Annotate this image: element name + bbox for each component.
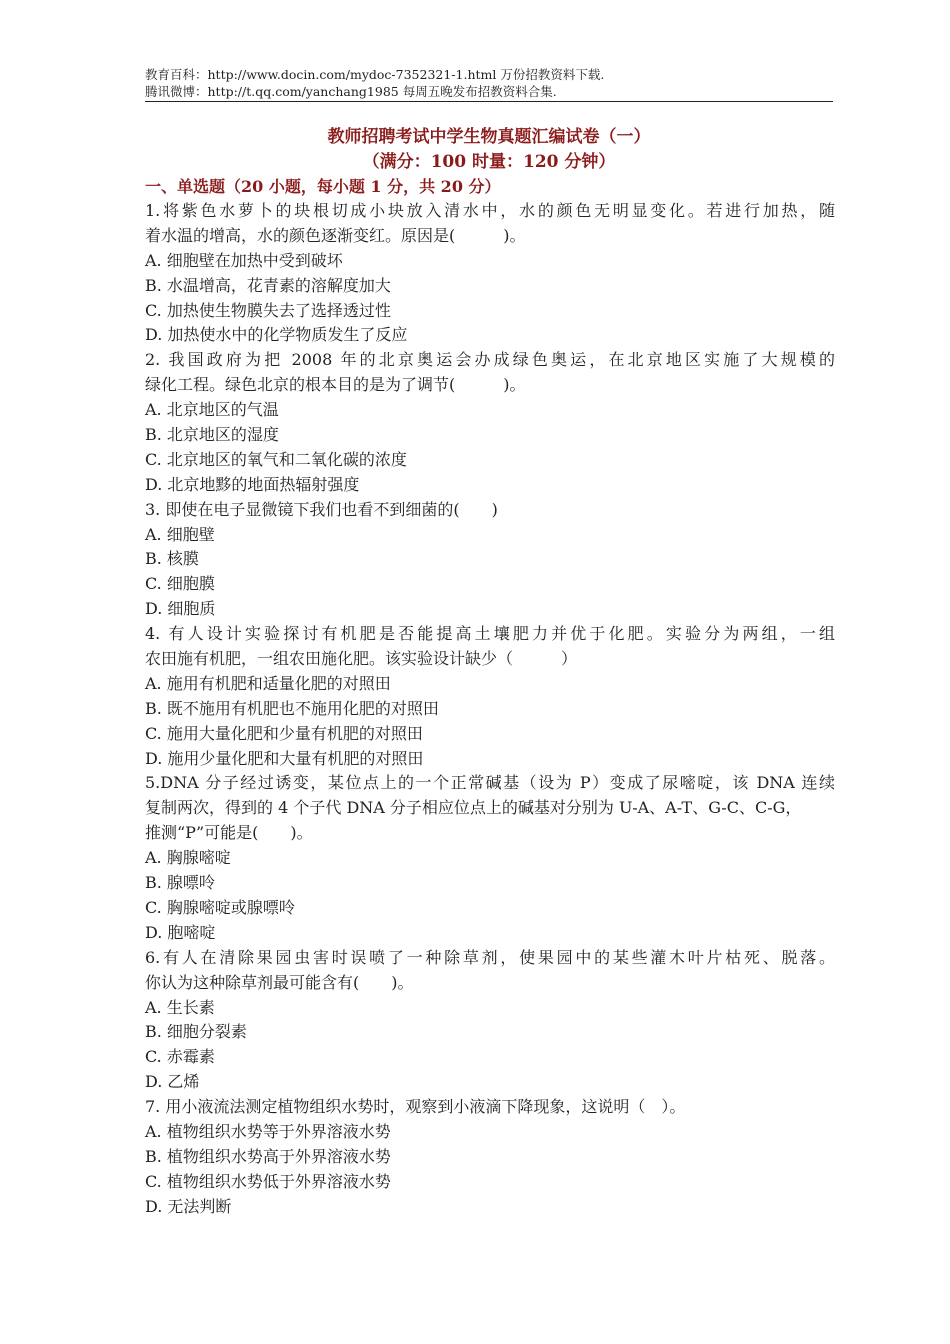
question-list <box>145 199 835 1220</box>
question-stem <box>145 498 835 523</box>
question-7 <box>145 1095 835 1219</box>
question-text-line: 推测“P”可能是( )。 <box>145 823 313 843</box>
question-text-line: 3. 即使在电子显微镜下我们也看不到细菌的( ) <box>145 499 498 519</box>
answer-option: A. 施用有机肥和适量化肥的对照田 <box>145 673 391 693</box>
answer-option: B. 腺嘌呤 <box>145 873 215 893</box>
question-text-line: 农田施有机肥，一组农田施化肥。该实验设计缺少（ ） <box>145 649 578 669</box>
question-stem <box>145 199 835 249</box>
question-4 <box>145 622 835 771</box>
page-header <box>145 66 833 100</box>
question-text-line: 7. 用小液流法测定植物组织水势时，观察到小液滴下降现象，这说明（ ）。 <box>145 1097 686 1117</box>
question-text-line: 6.有人在清除果园虫害时误喷了一种除草剂，使果园中的某些灌木叶片枯死、脱落。 <box>145 947 835 967</box>
answer-option: D. 细胞质 <box>145 599 216 619</box>
answer-option: B. 细胞分裂素 <box>145 1022 247 1042</box>
answer-option: A. 胸腺嘧啶 <box>145 848 231 868</box>
question-3 <box>145 498 835 622</box>
document-title: 教师招聘考试中学生物真题汇编试卷（一） <box>327 127 651 147</box>
answer-option: D. 加热使水中的化学物质发生了反应 <box>145 325 408 345</box>
question-2 <box>145 348 835 497</box>
question-text-line: 绿化工程。绿色北京的根本目的是为了调节( )。 <box>145 375 526 395</box>
question-text-line: 2. 我国政府为把 2008 年的北京奥运会办成绿色奥运，在北京地区实施了大规模的 <box>145 350 835 370</box>
header-line-2: 腾讯微博：http://t.qq.com/yanchang1985 每周五晚发布招教资料合集. <box>145 84 557 99</box>
document-subtitle: （满分：100 时量：120 分钟） <box>362 152 616 172</box>
answer-option: D. 乙烯 <box>145 1072 200 1092</box>
answer-option: C. 施用大量化肥和少量有机肥的对照田 <box>145 723 423 743</box>
answer-option: B. 北京地区的湿度 <box>145 425 279 445</box>
question-stem <box>145 1095 835 1120</box>
answer-option: A. 细胞壁在加热中受到破坏 <box>145 250 343 270</box>
answer-option: C. 赤霉素 <box>145 1047 215 1067</box>
answer-option: B. 水温增高，花青素的溶解度加大 <box>145 275 391 295</box>
question-stem <box>145 771 835 846</box>
header-divider <box>145 101 833 102</box>
question-text-line: 复制两次，得到的 4 个子代 DNA 分子相应位点上的碱基对分别为 U-A、A-T、G-C、C-G， <box>145 798 802 818</box>
question-text-line: 5.DNA 分子经过诱变，某位点上的一个正常碱基（设为 P）变成了尿嘧啶，该 DNA 连续 <box>145 773 835 793</box>
section-heading: 一、单选题（20 小题，每小题 1 分，共 20 分） <box>145 177 501 196</box>
answer-option: C. 植物组织水势低于外界溶液水势 <box>145 1171 391 1191</box>
answer-option: C. 北京地区的氧气和二氧化碳的浓度 <box>145 449 407 469</box>
question-stem <box>145 946 835 996</box>
answer-option: D. 胞嘧啶 <box>145 922 216 942</box>
answer-option: C. 胸腺嘧啶或腺嘌呤 <box>145 897 295 917</box>
question-text-line: 4. 有人设计实验探讨有机肥是否能提高土壤肥力并优于化肥。实验分为两组，一组 <box>145 624 835 644</box>
answer-option: A. 生长素 <box>145 997 215 1017</box>
answer-option: B. 核膜 <box>145 549 199 569</box>
question-6 <box>145 946 835 1095</box>
answer-option: A. 植物组织水势等于外界溶液水势 <box>145 1121 391 1141</box>
question-1 <box>145 199 835 348</box>
question-text-line: 着水温的增高，水的颜色逐渐变红。原因是( )。 <box>145 225 526 245</box>
answer-option: C. 细胞膜 <box>145 574 215 594</box>
answer-option: D. 无法判断 <box>145 1196 232 1216</box>
question-stem <box>145 348 835 398</box>
answer-option: A. 北京地区的气温 <box>145 400 279 420</box>
question-stem <box>145 622 835 672</box>
question-5 <box>145 771 835 945</box>
answer-option: A. 细胞壁 <box>145 524 215 544</box>
answer-option: D. 北京地黟的地面热辐射强度 <box>145 474 360 494</box>
answer-option: C. 加热使生物膜失去了选择透过性 <box>145 300 391 320</box>
answer-option: B. 既不施用有机肥也不施用化肥的对照田 <box>145 698 439 718</box>
header-line-1: 教育百科：http://www.docin.com/mydoc-7352321-1.html 万份招教资料下载. <box>145 67 605 82</box>
question-text-line: 你认为这种除草剂最可能含有( )。 <box>145 972 414 992</box>
question-text-line: 1.将紫色水萝卜的块根切成小块放入清水中，水的颜色无明显变化。若进行加热，随 <box>145 201 835 220</box>
answer-option: D. 施用少量化肥和大量有机肥的对照田 <box>145 748 424 768</box>
answer-option: B. 植物组织水势高于外界溶液水势 <box>145 1146 391 1166</box>
